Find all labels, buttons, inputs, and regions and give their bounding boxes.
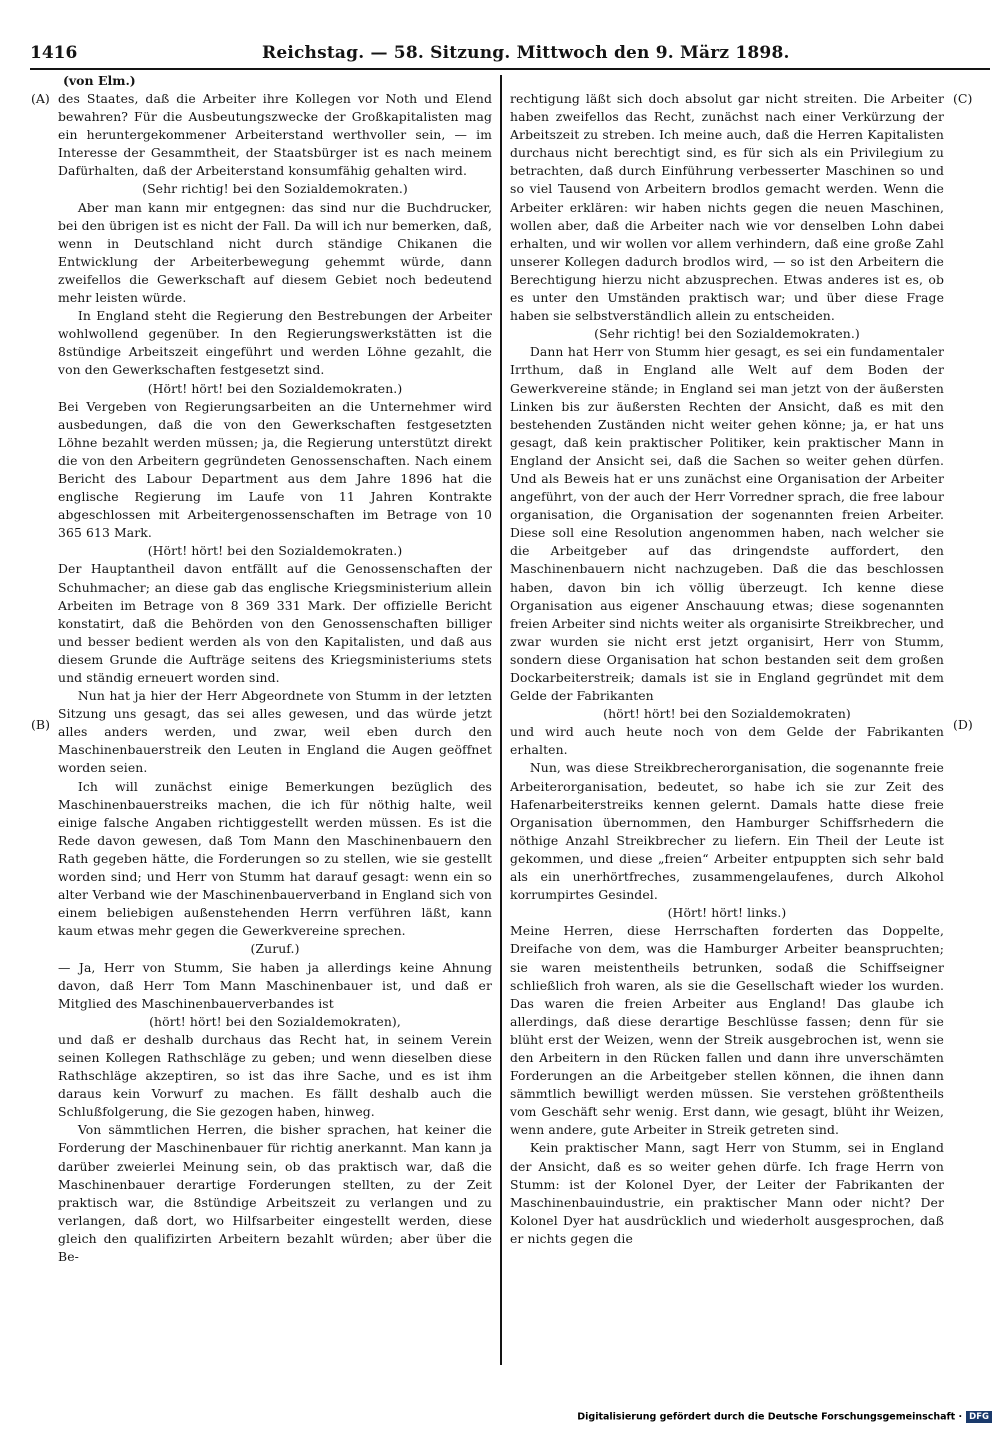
left-text-column [58, 90, 492, 1390]
paragraph: — Ja, Herr von Stumm, Sie haben ja allerdings keine Ahnung davon, daß Herr Tom Mann Maschinenbauer ist, und daß er Mitglied des Maschinenbauerverbandes ist [58, 959, 492, 1011]
annotation: (Hört! hört! bei den Sozialdemokraten.) [147, 380, 403, 396]
paragraph: Dann hat Herr von Stumm hier gesagt, es sei ein fundamentaler Irrthum, daß in England alle Welt auf dem Boden der Gewerkvereine stände; in England sei man jetzt von der äußersten Linken bis zur äußersten Rechten der Ansicht, daß es mit den bestehenden Zuständen nicht weiter gehen könne; ja, er hat uns gesagt, daß kein praktischer Politiker, kein praktischer Mann in England der Ansicht sei, daß die Sachen so weiter gehen dürfen. Und als Beweis hat er uns zunächst eine Organisation der Arbeiter angeführt, von der auch der Herr Vorredner sprach, die free labour organisation, die Organisation der sogenannten freien Arbeiter. Diese soll eine Resolution angenommen haben, nach welcher sie die Arbeitgeber auf das dringendste auffordert, den Maschinenbauern nicht nachzugeben. Daß die das beschlossen haben, davon bin ich völlig überzeugt. Ich kenne diese Organisation aus eigener Anschauung etwas; diese sogenannten freien Arbeiter sind nichts weiter als organisirte Streikbrecher, und zwar wurden sie nicht erst jetzt organisirt, Herr von Stumm, sondern diese Organisation hat schon bestanden seit dem großen Dockarbeiterstreik; damals ist sie in England gegründet mit dem Gelde der Fabrikanten [510, 344, 944, 704]
header-rule [30, 68, 990, 70]
paragraph: Ich will zunächst einige Bemerkungen bezüglich des Maschinenbauerstreiks machen, die ich für nöthig halte, weil einige falsche Angaben richtiggestellt werden müssen. Es ist die Rede davon gewesen, daß Tom Mann den Maschinenbauern den Rath gegeben hätte, die Forderungen so zu stellen, wie sie gestellt worden sind; und Herr von Stumm hat darauf gesagt: wenn ein so alter Verband wie der Maschinenbauerverband in England sich von einem beliebigen außenstehenden Herrn verführen läßt, kann kaum etwas mehr gegen die Gewerkvereine sprechen. [58, 778, 492, 939]
annotation: (Hört! hört! bei den Sozialdemokraten.) [147, 543, 403, 559]
annotation: (Sehr richtig! bei den Sozialdemokraten.) [594, 326, 860, 342]
annotation: (hört! hört! bei den Sozialdemokraten) [603, 706, 851, 722]
paragraph: und wird auch heute noch von dem Gelde der Fabrikanten erhalten. [510, 724, 944, 758]
paragraph: Nun hat ja hier der Herr Abgeordnete von Stumm in der letzten Sitzung uns gesagt, das sei alles gewesen, und das würde jetzt alles anders werden, und zwar, weil eben durch den Maschinenbauerstreik den Leuten in England die Augen geöffnet worden seien. [58, 688, 492, 776]
page-number: 1416 [30, 43, 78, 63]
page-header [30, 40, 990, 66]
right-text-column [510, 90, 944, 1340]
running-title: Reichstag. — 58. Sitzung. Mittwoch den 9. März 1898. [262, 43, 790, 63]
margin-marker-a: (A) [31, 91, 50, 106]
column-divider [500, 75, 502, 1365]
margin-marker-d: (D) [953, 717, 973, 732]
paragraph: Kein praktischer Mann, sagt Herr von Stumm, sei in England der Ansicht, daß es so weiter gehen dürfe. Ich frage Herrn von Stumm: ist der Kolonel Dyer, der Leiter der Fabrikanten der Maschinenbauindustrie, ein praktischer Mann oder nicht? Der Kolonel Dyer hat ausdrücklich und wiederholt ausgesprochen, daß er nichts gegen die [510, 1140, 944, 1246]
annotation: (hört! hört! bei den Sozialdemokraten), [149, 1013, 401, 1029]
paragraph: Nun, was diese Streikbrecherorganisation, die sogenannte freie Arbeiterorganisation, bedeutet, so habe ich sie zur Zeit des Hafenarbeiterstreiks kennen gelernt. Damals hatte diese freie Organisation übernommen, den Hamburger Schiffsrhedern die nöthige Anzahl Streikbrecher zu liefern. Ein Theil der Leute ist gekommen, und diese „freien“ Arbeiter entpuppten sich sehr bald als ein unerhörtfreches, zusammengelaufenes, durch Alkohol korrumpirtes Gesindel. [510, 760, 944, 903]
dfg-logo: DFG [966, 1411, 992, 1423]
digitization-credit [577, 1411, 992, 1423]
paragraph: Bei Vergeben von Regierungsarbeiten an die Unternehmer wird ausbedungen, daß die von den Gewerkschaften festgesetzten Löhne bezahlt werden müssen; ja, die Regierung unterstützt direkt die von den Arbeitern gegründeten Genossenschaften. Nach einem Bericht des Labour Department aus dem Jahre 1896 hat die englische Regierung im Laufe von 11 Jahren Kontrakte abgeschlossen mit Arbeitergenossenschaften im Betrage von 10 365 613 Mark. [58, 398, 492, 541]
paragraph: des Staates, daß die Arbeiter ihre Kollegen vor Noth und Elend bewahren? Für die Ausbeutungszwecke der Großkapitalisten mag ein heruntergekommener Arbeiterstand werthvoller sein, — im Interesse der Gesammtheit, der Staatsbürger ist es nach meinem Dafürhalten, daß der Arbeiterstand konsumfähig gehalten wird. [58, 91, 492, 179]
annotation: (Zuruf.) [250, 941, 300, 957]
paragraph: Meine Herren, diese Herrschaften forderten das Doppelte, Dreifache von dem, was die Hamburger Arbeiter beanspruchten; sie waren meistentheils betrunken, sodaß die Schiffseigner schließlich froh waren, als sie die Gesellschaft wieder los wurden. Das waren die freien Arbeiter aus England! Das glaube ich allerdings, daß diese derartige Beschlüsse fassen; denn für sie blüht erst der Weizen, wenn der Streik ausgebrochen ist, wenn sie den Arbeitern in den Rücken fallen und dann ihre unverschämten Forderungen an die Arbeitgeber stellen können, die ihnen dann sämmtlich bewilligt werden müssen. Sie verstehen größtentheils vom Geschäft sehr wenig. Erst dann, wie gesagt, blüht ihr Weizen, wenn andere, gute Arbeiter in Streik getreten sind. [510, 923, 944, 1138]
paragraph: rechtigung läßt sich doch absolut gar nicht streiten. Die Arbeiter haben zweifellos das Recht, zunächst nach einer Verkürzung der Arbeitszeit zu streben. Ich meine auch, daß die Herren Kapitalisten durchaus nicht berechtigt sind, es für sich als ein Privilegium zu betrachten, daß durch Einführung verbesserter Maschinen so und so viel Tausend von Arbeitern brodlos gemacht werden. Wenn die Arbeiter erklären: wir haben nichts gegen die neuen Maschinen, wollen aber, daß die Arbeiter nach wie vor denselben Lohn dabei erhalten, und wir wollen vor allem verhindern, daß eine große Zahl unserer Kollegen dadurch brodlos wird, — so ist den Arbeitern die Berechtigung hierzu nicht abzusprechen. Etwas anderes ist es, ob es unter den Umständen praktisch war; und über diese Frage haben sie selbstverständlich allein zu entscheiden. [510, 91, 944, 324]
paragraph: Der Hauptantheil davon entfällt auf die Genossenschaften der Schuhmacher; an diese gab das englische Kriegsministerium allein Arbeiten im Betrage von 8 369 331 Mark. Der offizielle Bericht konstatirt, daß die Behörden von den Genossenschaften billiger und besser bedient werden als von den Kapitalisten, und daß aus diesem Grunde die Aufträge seitens des Kriegsministeriums stets und ständig erneuert worden sind. [58, 561, 492, 685]
paragraph: Von sämmtlichen Herren, die bisher sprachen, hat keiner die Forderung der Maschinenbauer für richtig anerkannt. Man kann ja darüber zweierlei Meinung sein, ob das praktisch war, daß die Maschinenbauer derartige Forderungen stellten, zu der Zeit praktisch war, die 8stündige Arbeitszeit zu verlangen und zu verlangen, daß dort, wo Hilfsarbeiter eingestellt werden, diese gleich den qualifizirten Arbeitern bezahlt würden; aber über die Be- [58, 1122, 492, 1264]
paragraph: Aber man kann mir entgegnen: das sind nur die Buchdrucker, bei den übrigen ist es nicht der Fall. Da will ich nur bemerken, daß, wenn in Deutschland nicht durch ständige Chikanen die Entwicklung der Arbeiterbewegung gehemmt würde, dann zweifellos die Gewerkschaft auf diesem Gebiet noch bedeutend mehr leisten würde. [58, 199, 492, 306]
credit-text: Digitalisierung gefördert durch die Deutsche Forschungsgemeinschaft · [577, 1411, 963, 1423]
margin-marker-c: (C) [953, 91, 973, 106]
speaker-name: (von Elm.) [63, 73, 136, 88]
paragraph: In England steht die Regierung den Bestrebungen der Arbeiter wohlwollend gegenüber. In den Regierungswerkstätten ist die 8stündige Arbeitszeit eingeführt und werden Löhne gezahlt, die von den Gewerkschaften festgesetzt sind. [58, 308, 492, 378]
annotation: (Sehr richtig! bei den Sozialdemokraten.) [142, 181, 408, 197]
annotation: (Hört! hört! links.) [667, 905, 787, 921]
paragraph: und daß er deshalb durchaus das Recht hat, in seinem Verein seinen Kollegen Rathschläge zu geben; und wenn dieselben diese Rathschläge akzeptiren, so ist das ihre Sache, und es ist ihm daraus kein Vorwurf zu machen. Es fällt deshalb auch die Schlußfolgerung, die Sie gezogen haben, hinweg. [58, 1031, 492, 1120]
margin-marker-b: (B) [31, 717, 50, 732]
